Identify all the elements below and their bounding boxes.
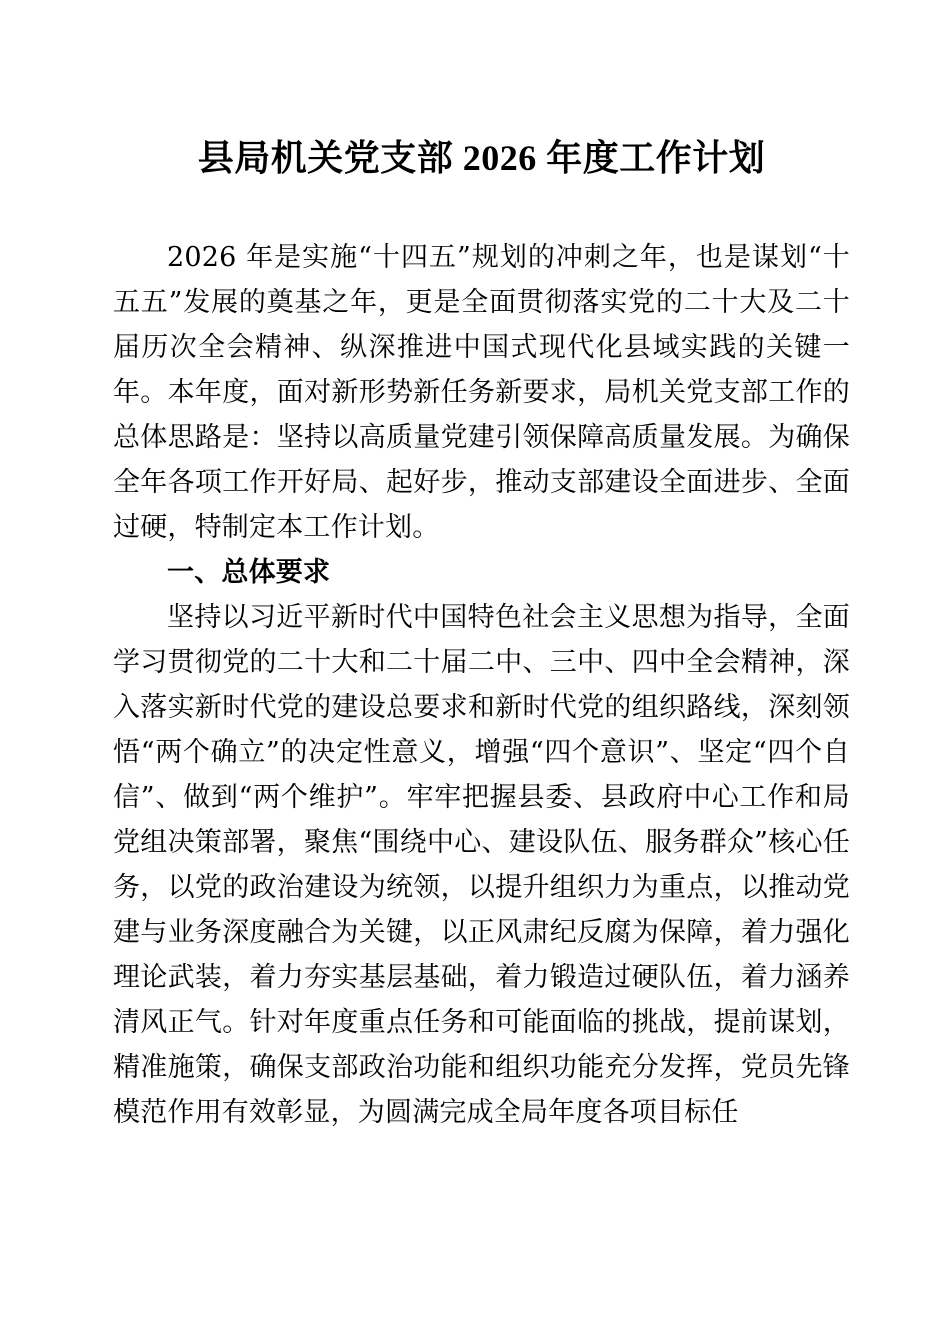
- section-body-paragraph: 坚持以习近平新时代中国特色社会主义思想为指导，全面学习贯彻党的二十大和二十届二中、三中、四中全会精神，深入落实新时代党的建设总要求和新时代党的组织路线，深刻领悟“两个确立”的决定性意义，增强“四个意识”、坚定“四个自信”、做到“两个维护”。牢牢把握县委、县政府中心工作和局党组决策部署，聚焦“围绕中心、建设队伍、服务群众”核心任务，以党的政治建设为统领，以提升组织力为重点，以推动党建与业务深度融合为关键，以正风肃纪反腐为保障，着力强化理论武装，着力夯实基层基础，着力锻造过硬队伍，着力涵养清风正气。针对年度重点任务和可能面临的挑战，提前谋划，精准施策，确保支部政治功能和组织功能充分发挥，党员先锋模范作用有效彰显，为圆满完成全局年度各项目标任: [113, 602, 850, 1128]
- intro-paragraph: 2026 年是实施“十四五”规划的冲刺之年，也是谋划“十五五”发展的奠基之年，更是全面贯彻落实党的二十大及二十届历次全会精神、纵深推进中国式现代化县域实践的关键一年。本年度，面对新形势新任务新要求，局机关党支部工作的总体思路是：坚持以高质量党建引领保障高质量发展。为确保全年各项工作开好局、起好步，推动支部建设全面进步、全面过硬，特制定本工作计划。: [113, 242, 850, 543]
- section-heading-overall-requirements: 一、总体要求: [167, 557, 331, 587]
- document-title: 县局机关党支部 2026 年度工作计划: [197, 138, 766, 178]
